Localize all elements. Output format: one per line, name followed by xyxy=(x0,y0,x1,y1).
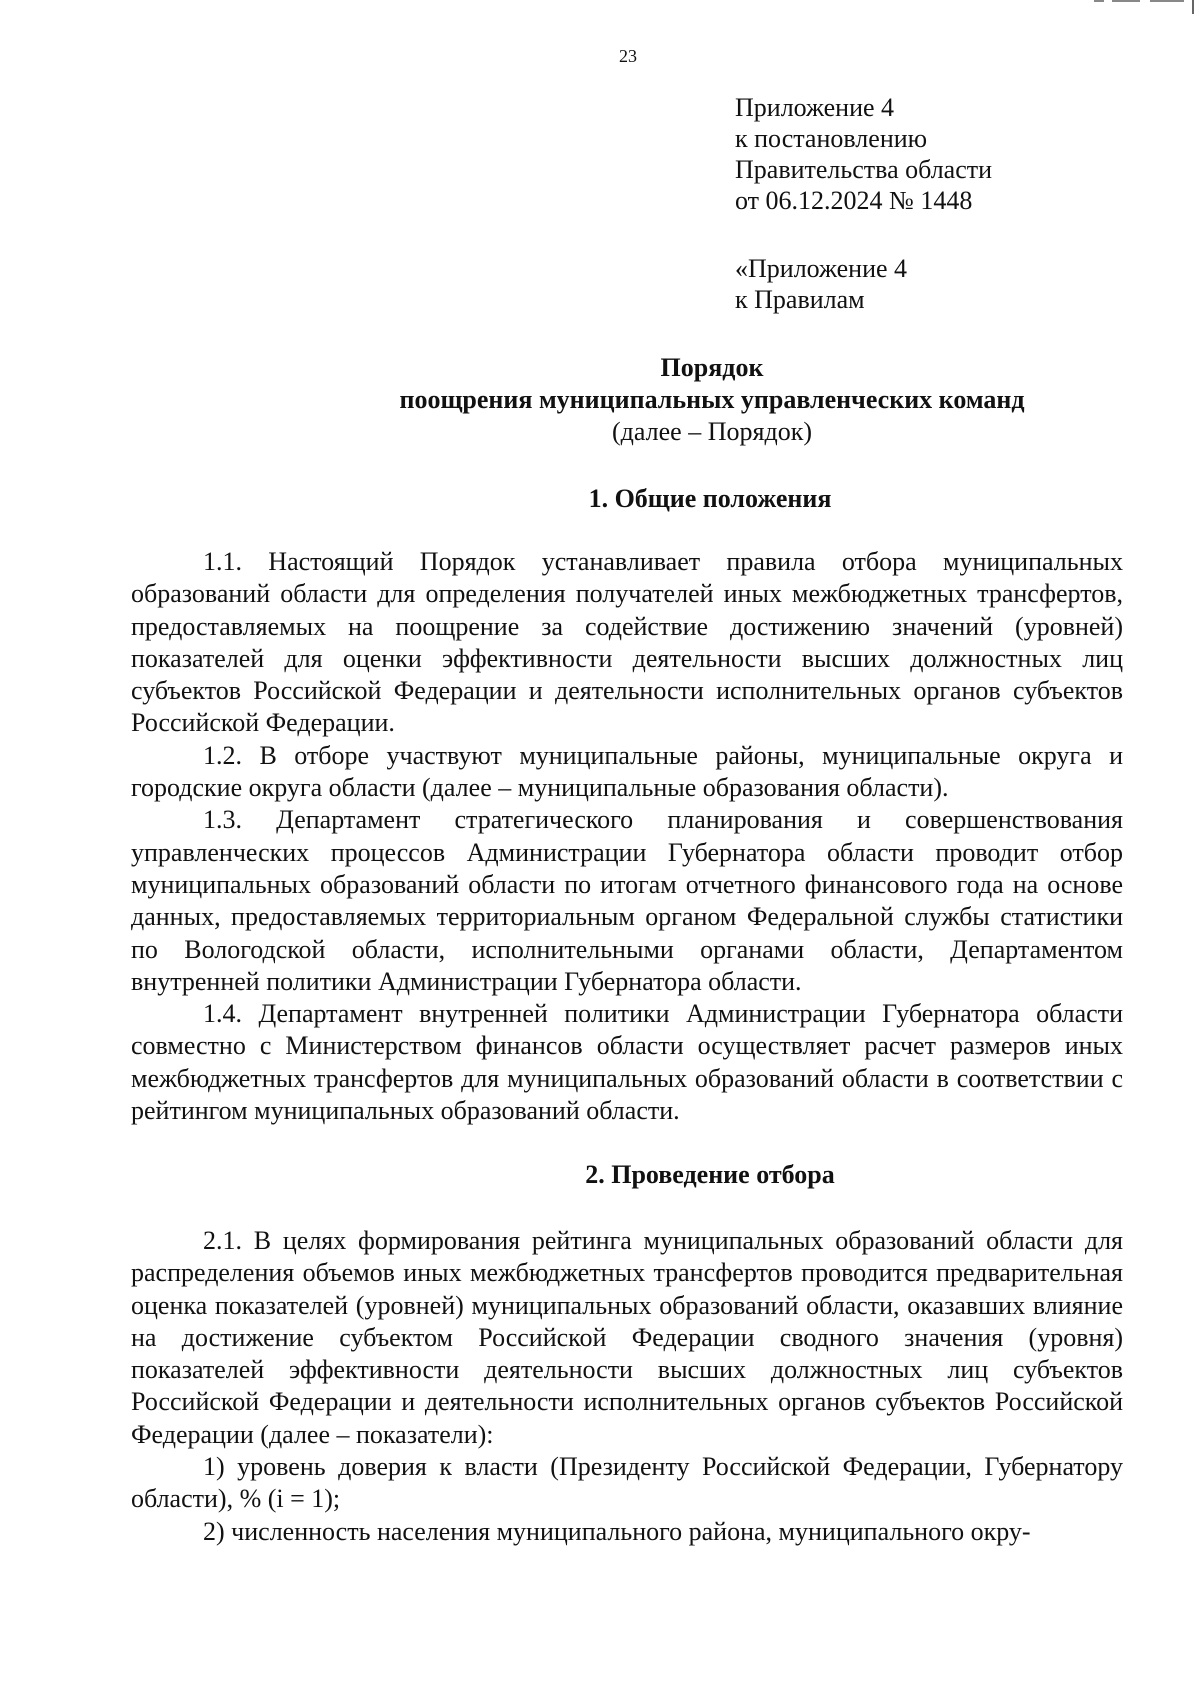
appendix-rules-line: к Правилам xyxy=(735,285,865,314)
appendix-rules-line: «Приложение 4 xyxy=(735,254,908,283)
scan-edge-line xyxy=(1192,0,1194,14)
list-item: 2) численность населения муниципального района, муниципального окру- xyxy=(203,1516,1031,1546)
page-number: 23 xyxy=(619,46,637,66)
section-1-body xyxy=(131,546,1123,1127)
paragraph: 1.2. В отборе участвуют муниципальные районы, муниципальные округа и городские округа области (далее – муниципальные образования области). xyxy=(131,740,1123,803)
title-line-3: (далее – Порядок) xyxy=(612,417,812,446)
title-line-1: Порядок xyxy=(660,353,764,382)
scan-dash xyxy=(1150,0,1184,2)
appendix-header xyxy=(735,92,992,216)
paragraph: 1.1. Настоящий Порядок устанавливает правила отбора муниципальных образований области для определения получателей иных межбюджетных трансфертов, предоставляемых на поощрение за содействие достижению значений (уровней) показателей для оценки эффективности деятельности высших должностных лиц субъектов Российской Федерации и деятельности исполнительных органов субъектов Российской Федерации. xyxy=(131,547,1123,738)
scan-dash xyxy=(1112,0,1140,2)
document-title xyxy=(0,352,1200,448)
appendix-header-line: от 06.12.2024 № 1448 xyxy=(735,186,973,215)
section-2-body xyxy=(131,1225,1123,1548)
title-line-2: поощрения муниципальных управленческих команд xyxy=(399,385,1025,414)
list-item: 1) уровень доверия к власти (Президенту Российской Федерации, Губернатору области), % (i = 1); xyxy=(131,1452,1123,1514)
section-1-heading: 1. Общие положения xyxy=(588,484,832,513)
scan-edge-mark xyxy=(1090,0,1200,4)
appendix-header-line: к постановлению xyxy=(735,124,928,153)
appendix-rules xyxy=(735,253,907,315)
section-2-heading: 2. Проведение отбора xyxy=(585,1160,835,1189)
appendix-header-line: Правительства области xyxy=(735,155,993,184)
scan-dash xyxy=(1094,0,1104,2)
paragraph: 2.1. В целях формирования рейтинга муниципальных образований области для распределения объемов иных межбюджетных трансфертов проводится предварительная оценка показателей (уровней) муниципальных образований области, оказавших влияние на достижение субъектом Российской Федерации сводного значения (уровня) показателей эффективности деятельности высших должностных лиц субъектов Российской Федерации и деятельности исполнительных органов субъектов Российской Федерации (далее – показатели): xyxy=(131,1226,1123,1449)
paragraph: 1.4. Департамент внутренней политики Администрации Губернатора области совместно с Министерством финансов области осуществляет расчет размеров иных межбюджетных трансфертов для муниципальных образований области в соответствии с рейтингом муниципальных образований области. xyxy=(131,999,1123,1126)
paragraph: 1.3. Департамент стратегического планирования и совершенствования управленческих процессов Администрации Губернатора области проводит отбор муниципальных образований области по итогам отчетного финансового года на основе данных, предоставляемых территориальным органом Федеральной службы статистики по Вологодской области, исполнительными органами области, Департаментом внутренней политики Администрации Губернатора области. xyxy=(131,805,1123,996)
appendix-header-line: Приложение 4 xyxy=(735,93,895,122)
